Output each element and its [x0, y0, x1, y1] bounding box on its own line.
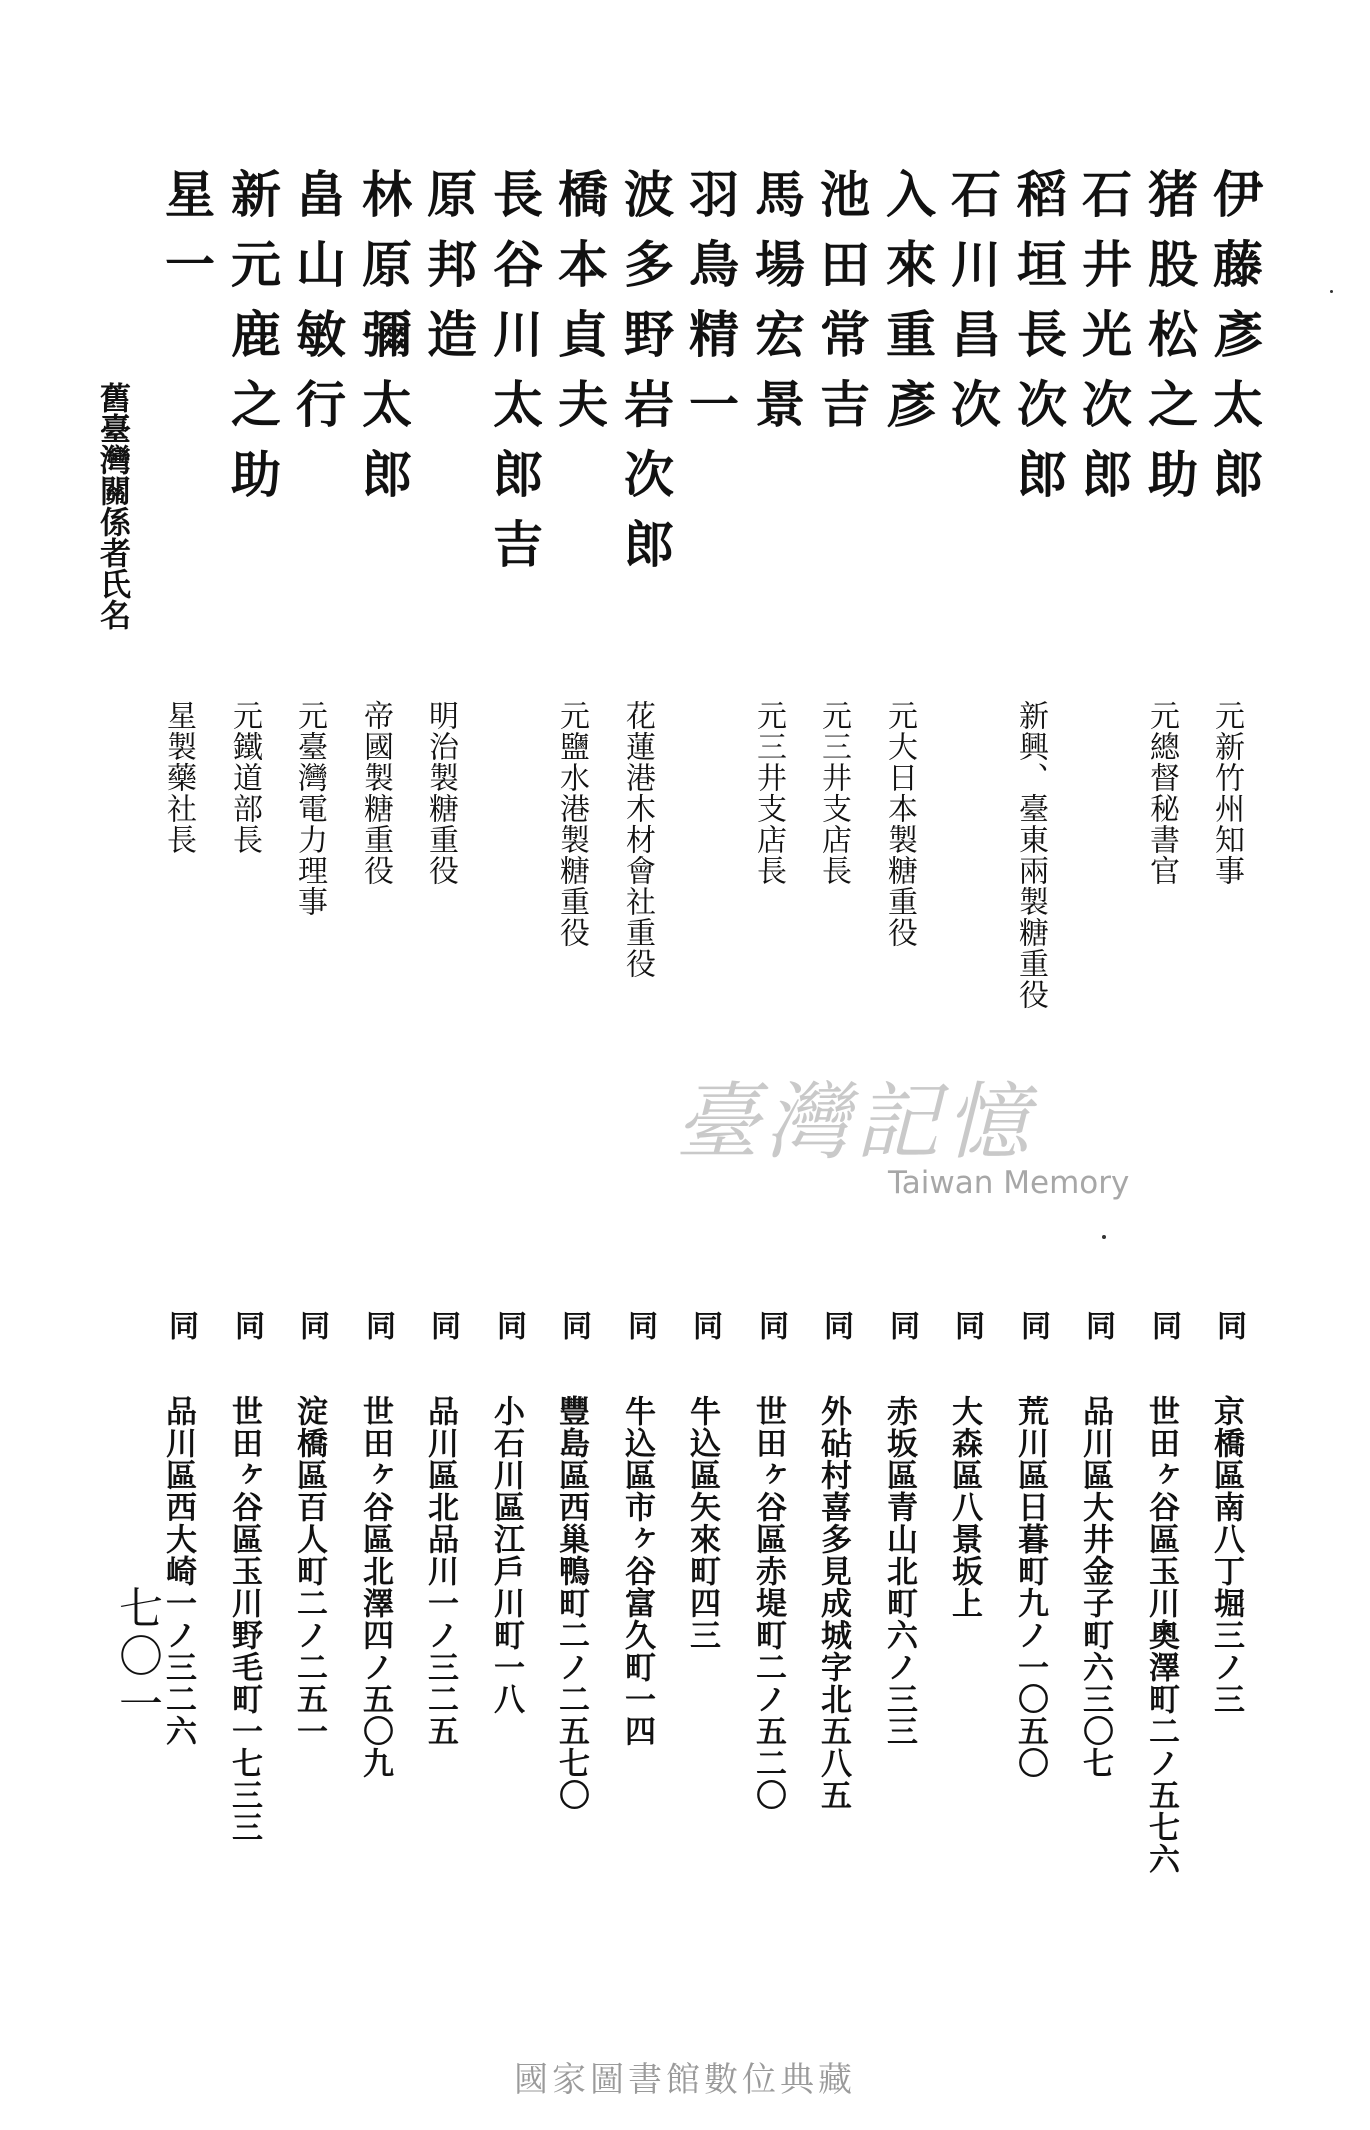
entry-name: 原邦造: [419, 168, 478, 378]
entry-address: 牛込區市ヶ谷富久町一四: [619, 1395, 655, 1747]
entry-role: 元臺灣電力理事: [292, 700, 327, 917]
entry-same-mark: 同: [1211, 1310, 1246, 1341]
entry-address: 大森區八景坂上: [946, 1395, 982, 1619]
watermark-english-text: Taiwan Memory: [888, 1165, 1130, 1201]
entry-role: 元鐵道部長: [227, 700, 262, 855]
entry-name: 池田常吉: [812, 168, 871, 448]
entry-same-mark: 同: [1015, 1310, 1050, 1341]
entry-role: 元總督秘書官: [1144, 700, 1179, 886]
entry-address: 品川區大井金子町六三〇七: [1077, 1395, 1113, 1779]
page-number: 七〇一: [111, 1585, 162, 1729]
entry-role: 元大日本製糖重役: [882, 700, 917, 948]
entry-address: 京橋區南八丁堀三ノ三: [1208, 1395, 1244, 1715]
entry-same-mark: 同: [229, 1310, 264, 1341]
scan-speck: [1330, 290, 1333, 293]
entry-same-mark: 同: [687, 1310, 722, 1341]
entry-name: 石川昌次: [943, 168, 1002, 448]
watermark-chinese-text: 臺灣記憶: [675, 1073, 1036, 1171]
entry-address: 世田ヶ谷區赤堤町二ノ五二〇: [750, 1395, 786, 1811]
entry-role: 星製藥社長: [161, 700, 196, 855]
entry-same-mark: 同: [753, 1310, 788, 1341]
entry-same-mark: 同: [491, 1310, 526, 1341]
entry-name: 星一: [157, 168, 216, 308]
entry-same-mark: 同: [884, 1310, 919, 1341]
entry-name: 新元鹿之助: [223, 168, 282, 518]
entry-role: 元三井支店長: [751, 700, 786, 886]
entry-name: 入來重彥: [878, 168, 937, 448]
entry-address: 品川區北品川一ノ三二五: [422, 1395, 458, 1747]
entry-address: 品川區西大崎一ノ三二六: [160, 1395, 196, 1747]
scan-speck: [1102, 1235, 1106, 1239]
entry-address: 世田ヶ谷區玉川野毛町一七三三: [226, 1395, 262, 1843]
entry-same-mark: 同: [622, 1310, 657, 1341]
library-footer: 國家圖書館數位典藏: [514, 2060, 856, 2100]
entry-name: 稻垣長次郎: [1009, 168, 1068, 518]
entry-name: 橋本貞夫: [550, 168, 609, 448]
entry-same-mark: 同: [425, 1310, 460, 1341]
entry-address: 牛込區矢來町四三: [684, 1395, 720, 1651]
entry-role: 元新竹州知事: [1209, 700, 1244, 886]
entry-name: 羽鳥精一: [681, 168, 740, 448]
entry-address: 世田ヶ谷區北澤四ノ五〇九: [357, 1395, 393, 1779]
entry-address: 世田ヶ谷區玉川奧澤町二ノ五七六: [1143, 1395, 1179, 1875]
entry-name: 馬場宏景: [747, 168, 806, 448]
entry-same-mark: 同: [1080, 1310, 1115, 1341]
entry-name: 波多野岩次郎: [616, 168, 675, 588]
entry-same-mark: 同: [294, 1310, 329, 1341]
entry-same-mark: 同: [556, 1310, 591, 1341]
entry-same-mark: 同: [818, 1310, 853, 1341]
running-head: 舊臺灣關係者氏名: [94, 382, 130, 630]
entry-address: 小石川區江戶川町一八: [488, 1395, 524, 1715]
entry-name: 林原彌太郎: [354, 168, 413, 518]
entry-name: 猪股松之助: [1140, 168, 1199, 518]
entry-name: 石井光次郎: [1074, 168, 1133, 518]
entry-role: 明治製糖重役: [423, 700, 458, 886]
entry-role: 花蓮港木材會社重役: [620, 700, 655, 979]
entry-address: 荒川區日暮町九ノ一〇五〇: [1012, 1395, 1048, 1779]
entry-name: 畠山敏行: [288, 168, 347, 448]
entry-same-mark: 同: [1146, 1310, 1181, 1341]
entry-same-mark: 同: [163, 1310, 198, 1341]
entry-address: 豐島區西巢鴨町二ノ二五七〇: [553, 1395, 589, 1811]
entry-address: 外砧村喜多見成城字北五八五: [815, 1395, 851, 1811]
entry-role: 元鹽水港製糖重役: [554, 700, 589, 948]
taiwan-memory-watermark: [675, 1055, 1130, 1215]
entry-name: 伊藤彥太郎: [1205, 168, 1264, 518]
entry-address: 淀橋區百人町二ノ二五一: [291, 1395, 327, 1747]
entry-name: 長谷川太郎吉: [485, 168, 544, 588]
entry-address: 赤坂區青山北町六ノ三三: [881, 1395, 917, 1747]
entry-role: 新興、臺東兩製糖重役: [1013, 700, 1048, 1010]
entry-same-mark: 同: [949, 1310, 984, 1341]
entry-same-mark: 同: [360, 1310, 395, 1341]
entry-role: 元三井支店長: [816, 700, 851, 886]
entry-role: 帝國製糖重役: [358, 700, 393, 886]
